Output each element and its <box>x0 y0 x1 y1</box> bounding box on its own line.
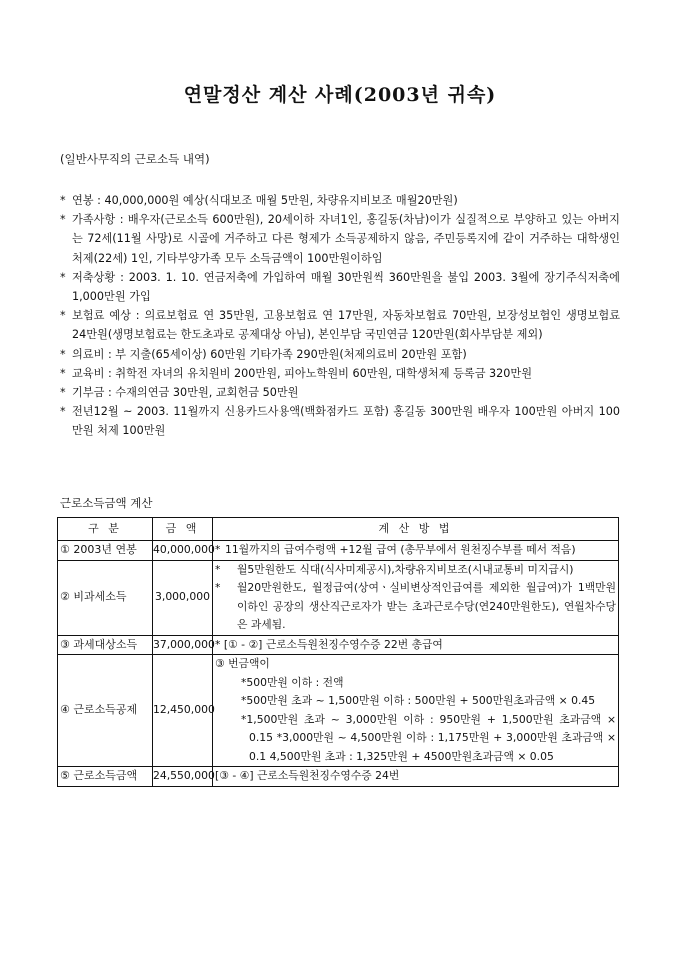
column-header-method: 계 산 방 법 <box>213 518 619 541</box>
bullet-mark: * <box>60 405 66 419</box>
income-details-list <box>60 191 620 441</box>
row-method <box>213 541 619 561</box>
bullet-mark: * <box>60 366 66 380</box>
method-text: 월5만원한도 식대(식사미제공시),차량유지비보조(시내교통비 미지급시) <box>237 562 574 576</box>
list-item <box>60 306 620 344</box>
list-item-text: 연봉 : 40,000,000원 예상(식대보조 매월 5만원, 차량유지비보조 매월20만원) <box>72 194 458 207</box>
bullet-mark: * <box>60 270 66 284</box>
table-row <box>58 635 619 655</box>
row-method: [③ - ④] 근로소득원천징수영수증 24번 <box>213 767 619 787</box>
column-header-category: 구 분 <box>58 518 153 541</box>
bullet-mark: * <box>60 347 66 361</box>
list-item-text: 의료비 : 부 지출(65세이상) 60만원 기타가족 290만원(처제의료비 20만원 포함) <box>72 347 467 361</box>
column-header-amount: 금 액 <box>153 518 213 541</box>
row-label: ② 비과세소득 <box>58 560 153 635</box>
row-amount: 12,450,000 <box>153 655 213 767</box>
list-item <box>60 364 620 383</box>
table-row <box>58 655 619 767</box>
list-item <box>60 191 620 210</box>
method-heading: ③ 번금액이 <box>215 657 270 670</box>
row-method <box>213 655 619 767</box>
row-amount: 37,000,000 <box>153 635 213 655</box>
bullet-mark: * <box>215 562 221 576</box>
bullet-mark: * <box>215 543 221 556</box>
list-item-text: 교육비 : 취학전 자녀의 유치원비 200만원, 피아노학원비 60만원, 대학생처제 등록금 320만원 <box>72 366 533 380</box>
row-amount: 3,000,000 <box>153 560 213 635</box>
method-text: 월20만원한도, 월정급여(상여ㆍ실비변상적인급여를 제외한 월급여)가 1백만원이하인 공장의 생산직근로자가 받는 초과근로수당(연240만원한도), 연월차수당은 과세됨. <box>237 581 616 631</box>
row-method <box>213 635 619 655</box>
list-item-text: 전년12월 ~ 2003. 11월까지 신용카드사용액(백화점카드 포함) 홍길동 300만원 배우자 100만원 아버지 100만원 처제 100만원 <box>72 405 620 438</box>
list-item <box>60 402 620 440</box>
list-item-text: 저축상황 : 2003. 1. 10. 연금저축에 가입하여 매월 30만원씩 360만원을 불입 2003. 3월에 장기주식저축에 1,000만원 가입 <box>72 270 620 304</box>
method-line: *1,500만원 초과 ~ 3,000만원 이하 : 950만원 + 1,500만원 초과금액 × 0.15 *3,000만원 ~ 4,500만원 이하 : 1,175만원 + 3,000만원 초과금액 × 0.1 4,500만원 초과 : 1,325만원 + 4500만원초과금액 × 0.05 <box>241 712 616 763</box>
list-item-text: 기부금 : 수재의연금 30만원, 교회헌금 50만원 <box>72 386 299 400</box>
table-caption: 근로소득금액 계산 <box>60 496 153 510</box>
method-line: *500만원 이하 : 전액 <box>241 675 344 689</box>
row-amount: 24,550,000 <box>153 767 213 787</box>
list-item-text: 가족사항 : 배우자(근로소득 600만원), 20세이하 자녀1인, 홍길동(차남)이가 실질적으로 부양하고 있는 아버지는 72세(11월 사망)로 시골에 거주하고 다른 형제가 소득공제하지 않음, 주민등록지에 같이 거주하는 대학생인 처제(22세) 1인, 기타부양가족 모두 소득금액이 100만원이하임 <box>72 213 620 265</box>
row-label: ① 2003년 연봉 <box>58 541 153 561</box>
income-calculation-table <box>57 517 619 787</box>
list-item-text: 보험료 예상 : 의료보험료 연 35만원, 고용보험료 연 17만원, 자동차보험료 70만원, 보장성보험인 생명보험료 24만원(생명보험료는 한도초과로 공제대상 아님), 본인부담 국민연금 120만원(회사부담분 제외) <box>72 309 620 342</box>
method-text: [① - ②] 근로소득원천징수영수증 22번 총급여 <box>223 637 443 651</box>
table-row <box>58 560 619 635</box>
document-subtitle: (일반사무직의 근로소득 내역) <box>60 152 210 166</box>
row-amount: 40,000,000 <box>153 541 213 561</box>
bullet-mark: * <box>60 386 66 400</box>
table-header-row <box>58 518 619 541</box>
bullet-mark: * <box>60 309 66 323</box>
row-label: ⑤ 근로소득금액 <box>58 767 153 787</box>
bullet-mark: * <box>60 213 66 227</box>
list-item <box>60 383 620 402</box>
table-row <box>58 767 619 787</box>
list-item <box>60 210 620 268</box>
document-title: 연말정산 계산 사례(2003년 귀속) <box>183 84 497 106</box>
method-line: *500만원 초과 ~ 1,500만원 이하 : 500만원 + 500만원초과금액 × 0.45 <box>241 694 596 707</box>
list-item <box>60 345 620 364</box>
row-label: ④ 근로소득공제 <box>58 655 153 767</box>
bullet-mark: * <box>215 581 221 594</box>
bullet-mark: * <box>60 194 66 207</box>
table-row <box>58 541 619 561</box>
method-text: 11월까지의 급여수령액 +12월 급여 (총무부에서 원천징수부를 떼서 적음) <box>225 543 576 556</box>
list-item <box>60 268 620 306</box>
row-label: ③ 과세대상소득 <box>58 635 153 655</box>
row-method <box>213 560 619 635</box>
bullet-mark: * <box>215 637 221 651</box>
